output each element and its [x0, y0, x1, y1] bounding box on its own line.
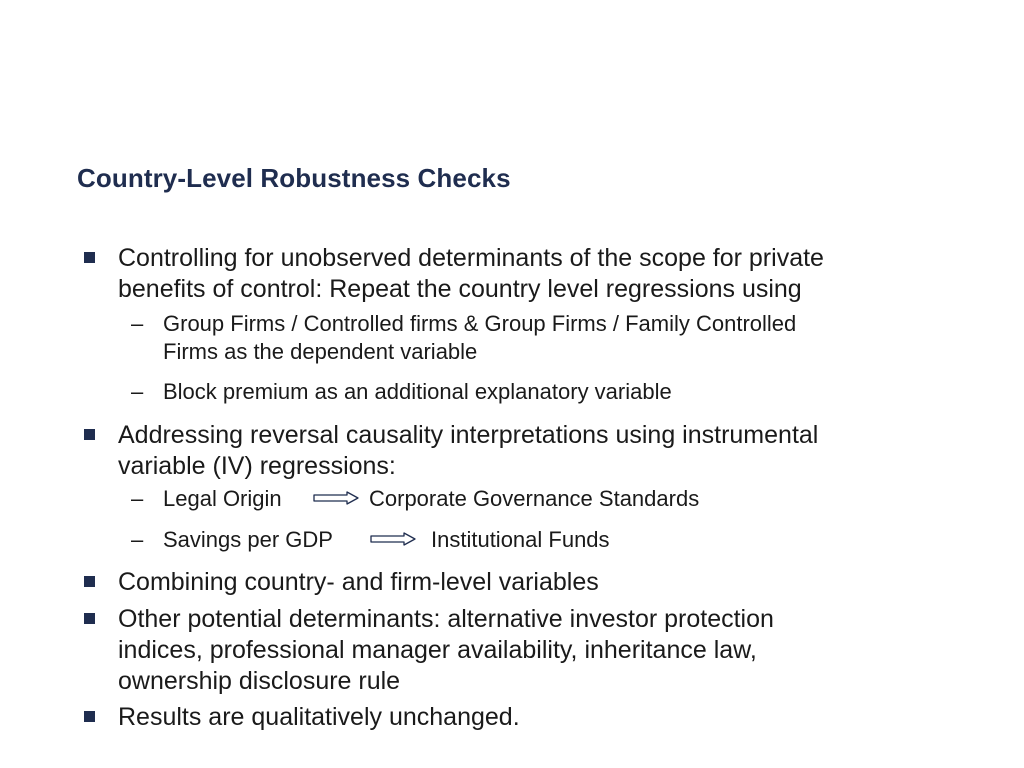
dash-bullet-icon: –	[131, 527, 144, 552]
bullet-text-line: indices, professional manager availability, inheritance law,	[118, 636, 757, 664]
iv-instrument: Savings per GDP	[163, 527, 333, 552]
square-bullet-icon	[84, 711, 95, 722]
dash-bullet-icon: –	[131, 379, 144, 404]
dash-bullet-icon: –	[131, 311, 144, 336]
slide-title: Country-Level Robustness Checks	[77, 163, 511, 193]
sub-bullet-text-line: Block premium as an additional explanatory variable	[163, 379, 672, 404]
sub-bullet-text-line: Group Firms / Controlled firms & Group Firms / Family Controlled	[163, 311, 797, 336]
right-arrow-icon	[313, 491, 359, 505]
square-bullet-icon	[84, 252, 95, 263]
bullet-text-line: ownership disclosure rule	[118, 667, 401, 695]
square-bullet-icon	[84, 576, 95, 587]
bullet-text-line: Results are qualitatively unchanged.	[118, 703, 520, 731]
square-bullet-icon	[84, 613, 95, 624]
right-arrow-icon	[370, 532, 416, 546]
bullet-text-line: Addressing reversal causality interpretations using instrumental	[118, 421, 819, 449]
sub-bullet-text-line: Firms as the dependent variable	[163, 339, 478, 364]
iv-outcome: Corporate Governance Standards	[369, 486, 700, 511]
bullet-text-line: Combining country- and firm-level variables	[118, 568, 599, 596]
bullet-text-line: variable (IV) regressions:	[118, 452, 396, 480]
iv-outcome: Institutional Funds	[431, 527, 610, 552]
bullet-text-line: Controlling for unobserved determinants of the scope for private	[118, 244, 824, 272]
dash-bullet-icon: –	[131, 486, 144, 511]
square-bullet-icon	[84, 429, 95, 440]
bullet-text-line: Other potential determinants: alternative investor protection	[118, 605, 774, 633]
iv-instrument: Legal Origin	[163, 486, 282, 511]
bullet-text-line: benefits of control: Repeat the country level regressions using	[118, 275, 802, 303]
